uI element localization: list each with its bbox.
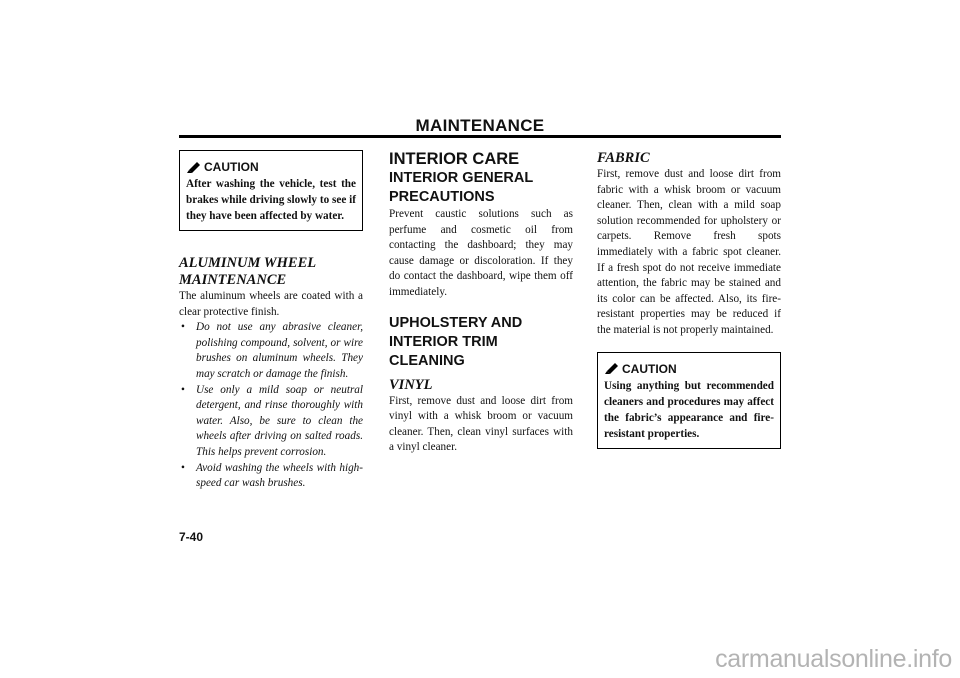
pencil-icon	[604, 362, 619, 375]
interior-care-heading: INTERIOR CARE	[389, 150, 520, 168]
caution-text: Using anything but recommended cleaners and procedures may affect the fabric’s appearance and fire-resistant properties.	[604, 379, 774, 440]
vinyl-heading: VINYL	[389, 376, 433, 393]
caution-label: CAUTION	[204, 160, 259, 174]
right-column	[597, 150, 781, 449]
aluminum-wheel-list	[179, 320, 363, 492]
list-item: • Avoid washing the wheels with high-speed car wash brushes.	[179, 461, 363, 492]
interior-precautions-text: Prevent caustic solutions such as perfume and cosmetic oil from contacting the dashboard; they may cause damage or discoloration. If they do contact the dashboard, wipe them off immediately.	[389, 208, 573, 298]
list-item: • Use only a mild soap or neutral detergent, and rinse thoroughly with water. Also, be sure to clean the wheels after driving on salted roads. This helps prevent corrosion.	[179, 383, 363, 461]
aluminum-wheel-heading: ALUMINUM WHEEL MAINTENANCE	[179, 255, 316, 288]
middle-column	[389, 150, 573, 456]
caution-label: CAUTION	[622, 361, 677, 376]
interior-precautions-heading: INTERIOR GENERAL PRECAUTIONS	[389, 170, 533, 205]
aluminum-wheel-intro: The aluminum wheels are coated with a clear protective finish.	[179, 290, 363, 318]
fabric-text: First, remove dust and loose dirt from fabric with a whisk broom or vacuum cleaner. Then, clean with a mild soap solution recommended for upholstery or carpets. Remove fresh spots immediately with a fabric spot cleaner. If a fresh spot do not receive immediate attention, the fabric may be stained and its color can be affected. Also, its fire-resistant properties may be reduced if the material is not properly maintained.	[597, 168, 781, 336]
caution-header	[604, 361, 774, 377]
pencil-icon	[186, 161, 201, 174]
page-number: 7-40	[179, 530, 204, 544]
vinyl-text: First, remove dust and loose dirt from vinyl with a whisk broom or vacuum cleaner. Then, clean vinyl surfaces with a vinyl cleaner.	[389, 394, 573, 454]
caution-header	[186, 159, 356, 175]
upholstery-heading: UPHOLSTERY AND INTERIOR TRIM CLEANING	[389, 314, 523, 369]
watermark: carmanualsonline.info	[715, 645, 952, 673]
header-rule	[179, 135, 781, 138]
list-item: • Do not use any abrasive cleaner, polishing compound, solvent, or wire brushes on aluminum wheels. They may scratch or damage the finish.	[179, 320, 363, 382]
caution-box-washing	[179, 150, 363, 231]
fabric-heading: FABRIC	[597, 150, 650, 166]
caution-box-fabric	[597, 352, 781, 449]
left-column	[179, 150, 363, 492]
page-header-title: MAINTENANCE	[415, 116, 545, 135]
caution-text: After washing the vehicle, test the brakes while driving slowly to see if they have been affected by water.	[186, 178, 356, 222]
